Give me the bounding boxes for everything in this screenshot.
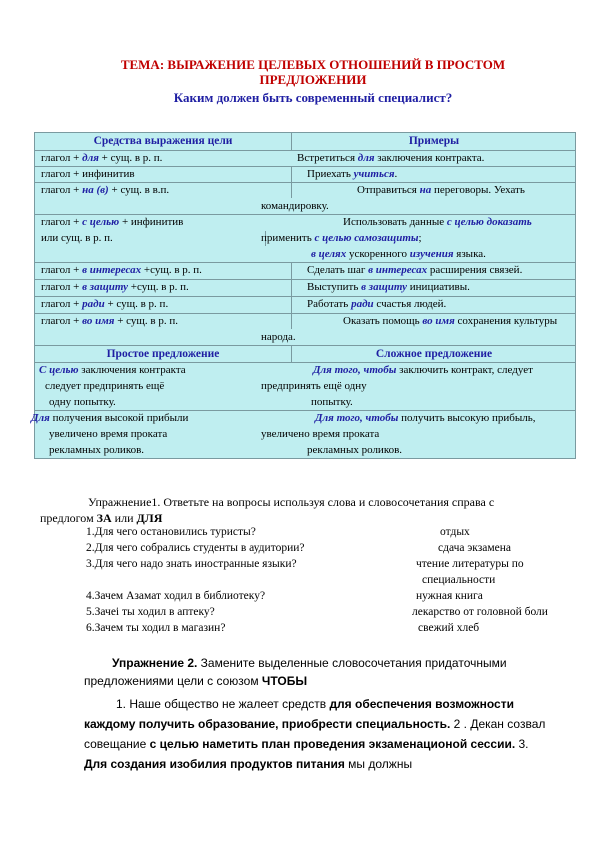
exercise1-hint: нужная книга xyxy=(416,590,483,602)
exercise2-instruction: Упражнение 2. Замените выделенные словосочетания придаточными xyxy=(112,656,507,670)
complex-sentence-cont: предпринять ещё одну xyxy=(261,380,367,392)
exercise2-instruction-cont: предложениями цели с союзом ЧТОБЫ xyxy=(84,674,308,688)
complex-sentence-cont: увеличено время проката xyxy=(261,428,380,440)
table-row xyxy=(31,410,575,458)
page-title-line1: ТЕМА: ВЫРАЖЕНИЕ ЦЕЛЕВЫХ ОТНОШЕНИЙ В ПРОСТОМ xyxy=(120,57,506,72)
simple-sentence-cont: рекламных роликов. xyxy=(49,444,145,456)
example-cell: Приехать учиться. xyxy=(307,168,398,180)
example-cell: Встретиться для заключения контракта. xyxy=(297,152,485,164)
means-cell: глагол + на (в) + сущ. в в.п. xyxy=(41,184,170,196)
complex-sentence-cont: рекламных роликов. xyxy=(307,444,403,456)
table-row xyxy=(35,182,575,214)
table-row xyxy=(35,296,575,313)
means-cell: глагол + для + сущ. в р. п. xyxy=(41,152,163,164)
complex-sentence: Для того, чтобы получить высокую прибыль, xyxy=(315,412,536,424)
exercise1-intro xyxy=(40,494,584,526)
exercise2-text: 1. Наше общество не жалеет средств для обеспечения возможности каждому получить образование, приобрести специальность. 2 . Декан созвал совещание с целью наметить план проведения экзаменационой сессии. 3. Для создания изобилия продуктов питания мы должны xyxy=(84,697,546,771)
example-cell: Работать ради счастья людей. xyxy=(307,298,447,310)
simple-sentence: С целью заключения контракта xyxy=(39,364,186,376)
exercise1-question: 2.Для чего собрались студенты в аудитории? xyxy=(86,542,305,554)
example-cell: Отправиться на переговоры. Уехать xyxy=(357,184,525,196)
table-header-row-2 xyxy=(35,345,575,362)
simple-sentence: Для получения высокой прибыли xyxy=(31,412,189,424)
exercise1-hint: свежий хлеб xyxy=(418,622,480,634)
table-row xyxy=(35,166,575,182)
exercise1-hint: специальности xyxy=(422,574,496,586)
exercise1-hint: чтение литературы по xyxy=(416,558,524,570)
simple-sentence-cont: увеличено время проката xyxy=(49,428,168,440)
table-row xyxy=(35,279,575,296)
simple-sentence-cont: следует предпринять ещё xyxy=(45,380,165,392)
col-header-complex: Сложное предложение xyxy=(375,348,493,360)
means-cell: глагол + в защиту +сущ. в р. п. xyxy=(41,281,189,293)
table-row xyxy=(35,362,575,410)
page-subtitle: Каким должен быть современный специалист? xyxy=(173,90,453,105)
exercise1-question: 6.Зачем ты ходил в магазин? xyxy=(86,622,226,634)
col-header-means: Средства выражения цели xyxy=(93,135,233,147)
table-row xyxy=(35,150,575,166)
table-row xyxy=(35,313,575,345)
example-cell: Использовать данные с целью доказать xyxy=(343,216,532,228)
goal-expression-table xyxy=(31,132,576,459)
means-cell: глагол + с целью + инфинитив xyxy=(41,216,184,228)
means-cell-cont: или сущ. в р. п. xyxy=(41,232,113,244)
exercise1-hint: сдача экзамена xyxy=(438,542,512,554)
example-cell: Оказать помощь во имя сохранения культуры xyxy=(343,315,558,327)
example-cell-cont: командировку. xyxy=(261,200,329,212)
example-cell: Сделать шаг в интересах расширения связей. xyxy=(307,264,523,276)
simple-sentence-cont: одну попытку. xyxy=(49,396,116,408)
means-cell: глагол + в интересах +сущ. в р. п. xyxy=(41,264,202,276)
complex-sentence-cont: попытку. xyxy=(311,396,353,408)
complex-sentence: Для того, чтобы заключить контракт, следует xyxy=(313,364,533,376)
means-cell: глагол + ради + сущ. в р. п. xyxy=(41,298,169,310)
table-row xyxy=(35,214,575,262)
exercise1-instruction-cont: предлогом ЗА или ДЛЯ xyxy=(40,511,163,525)
table-row xyxy=(35,262,575,279)
exercise1-question: 5.Зачеi ты ходил в аптеку? xyxy=(86,606,215,618)
example-cell-cont: в целях ускоренного изучения языка. xyxy=(311,248,486,260)
exercise1-question: 4.Зачем Азамат ходил в библиотеку? xyxy=(86,590,266,602)
exercise1-question: 1.Для чего остановились туристы? xyxy=(86,526,256,538)
example-cell-cont: народа. xyxy=(261,331,296,343)
exercise1-instruction: Упражнение1. Ответьте на вопросы используя слова и словосочетания справа с xyxy=(88,495,495,509)
exercise1-hint: отдых xyxy=(440,526,470,538)
page-title-line2: ПРЕДЛОЖЕНИИ xyxy=(259,72,367,87)
exercise1-question: 3.Для чего надо знать иностранные языки? xyxy=(86,558,297,570)
exercise1-hint: лекарство от головной боли xyxy=(412,606,548,618)
means-cell: глагол + инфинитив xyxy=(41,168,135,180)
table-header-row xyxy=(35,133,575,150)
means-cell: глагол + во имя + сущ. в р. п. xyxy=(41,315,178,327)
example-cell: Выступить в защиту инициативы. xyxy=(307,281,470,293)
example-cell-cont: применить с целью самозащиты; xyxy=(261,232,422,244)
col-header-examples: Примеры xyxy=(408,135,460,147)
col-header-simple: Простое предложение xyxy=(106,348,220,360)
